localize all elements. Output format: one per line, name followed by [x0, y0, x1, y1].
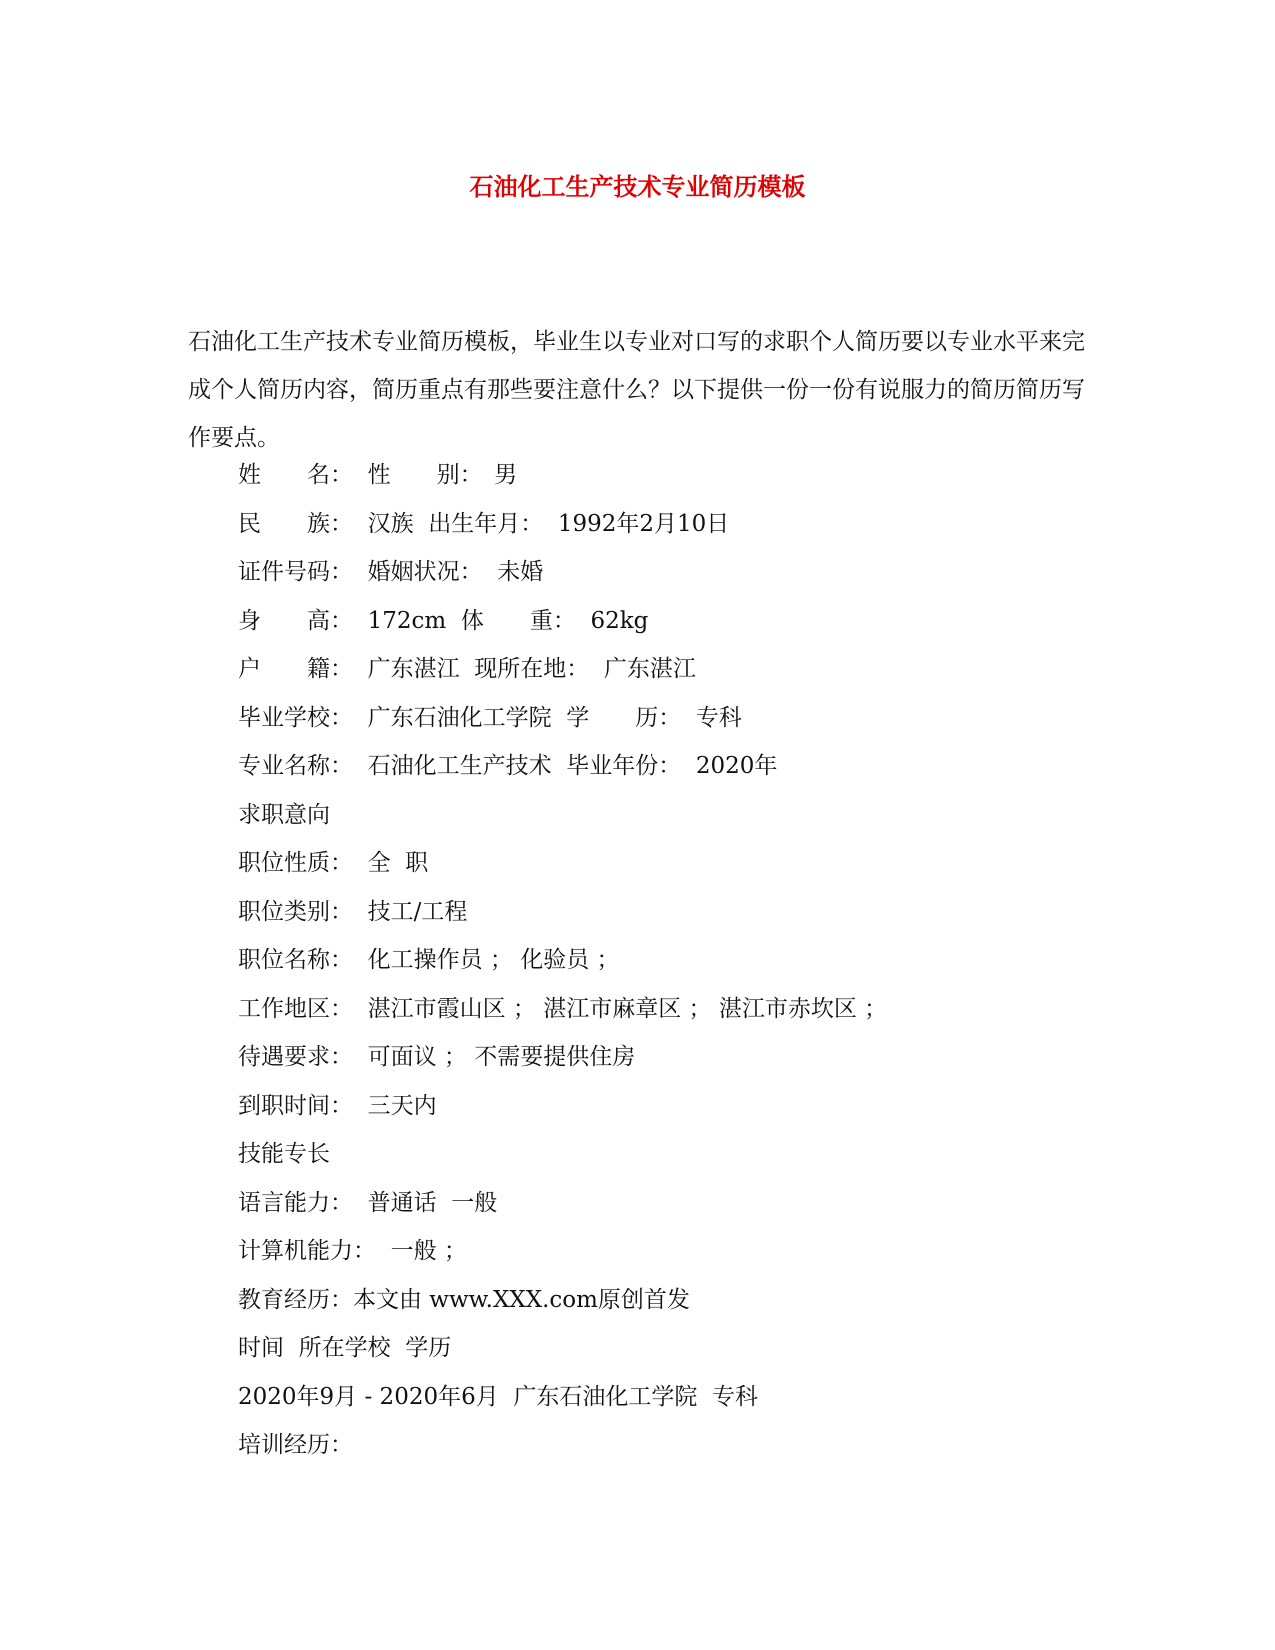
resume-line-computer: 计算机能力： 一般 ； [238, 1238, 467, 1264]
resume-line-hukou-location: 户 籍： 广东湛江 现所在地： 广东湛江 [238, 656, 696, 682]
resume-line-name-gender: 姓 名： 性 别： 男 [238, 462, 518, 488]
resume-line-education-columns: 时间 所在学校 学历 [238, 1335, 452, 1361]
resume-line-language: 语言能力： 普通话 一般 [238, 1189, 498, 1216]
intro-paragraph: 石油化工生产技术专业简历模板，毕业生以专业对口写的求职个人简历要以专业水平来完成个人简历内容，简历重点有那些要注意什么？以下提供一份一份有说服力的简历简历写作要点。 [188, 329, 1085, 451]
resume-line-ethnicity-birth: 民 族： 汉族 出生年月： 1992年2月10日 [238, 510, 730, 537]
resume-line-school-degree: 毕业学校： 广东石油化工学院 学 历： 专科 [238, 704, 742, 731]
resume-line-education-entry: 2020年9月 - 2020年6月 广东石油化工学院 专科 [238, 1383, 758, 1410]
resume-line-work-area: 工作地区： 湛江市霞山区 ； 湛江市麻章区 ； 湛江市赤坎区 ； [238, 995, 888, 1022]
section-heading-job-intention: 求职意向 [238, 801, 330, 828]
page-title: 石油化工生产技术专业简历模板 [469, 172, 806, 201]
resume-line-training: 培训经历： [238, 1432, 353, 1458]
resume-line-height-weight: 身 高： 172cm 体 重： 62kg [238, 607, 649, 634]
resume-line-id-marital: 证件号码： 婚姻状况： 未婚 [238, 559, 544, 585]
resume-line-start-time: 到职时间： 三天内 [238, 1092, 437, 1119]
resume-line-job-type: 职位性质： 全 职 [238, 850, 429, 876]
resume-line-job-title: 职位名称： 化工操作员 ； 化验员 ； [238, 947, 620, 973]
resume-line-salary: 待遇要求： 可面议 ； 不需要提供住房 [238, 1044, 636, 1070]
resume-lines [238, 460, 1098, 1479]
resume-line-education-heading: 教育经历：本文由 www.XXX.com原创首发 [238, 1286, 690, 1313]
resume-line-job-category: 职位类别： 技工/工程 [238, 898, 468, 925]
section-heading-skills: 技能专长 [238, 1141, 330, 1167]
resume-line-major-year: 专业名称： 石油化工生产技术 毕业年份： 2020年 [238, 753, 778, 779]
